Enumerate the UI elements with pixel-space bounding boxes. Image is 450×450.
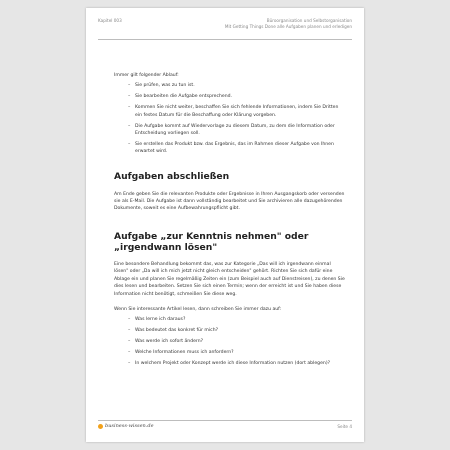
list-item: – Was werde ich sofort ändern? — [128, 338, 346, 345]
list-item: – Welche Informationen muss ich anfordern? — [128, 349, 346, 356]
page-header — [98, 18, 352, 40]
list-item: – Sie prüfen, was zu tun ist. — [128, 82, 346, 89]
list-item: – Sie erstellen das Produkt bzw. das Ergebnis, das im Rahmen dieser Aufgabe von Ihnen erwartet wird. — [128, 141, 346, 156]
list-item: – Sie bearbeiten die Aufgabe entsprechend. — [128, 93, 346, 100]
header-divider — [98, 39, 352, 40]
page-footer — [98, 423, 352, 433]
chapter-label: Kapitel 003 — [98, 18, 122, 23]
list-item: – Die Aufgabe kommt auf Wiedervorlage zu diesem Datum, zu dem die Information oder Entscheidung vorliegen soll. — [128, 123, 346, 138]
list-item: – In welchem Projekt oder Konzept werde ich diese Information nutzen (dort ablegen)? — [128, 360, 346, 367]
header-titles — [225, 18, 352, 29]
paragraph: Wenn Sie interessante Artikel lesen, dann schreiben Sie immer dazu auf: — [114, 306, 282, 312]
logo-text: business-wissen.de — [105, 423, 154, 429]
page-number: Seite 4 — [337, 424, 352, 429]
paragraph: Am Ende geben Sie die relevanten Produkte oder Ergebnisse in Ihren Ausgangskorb oder versenden sie als E-Mail. Die Aufgabe ist dann vollständig bearbeitet und Sie archivieren alle dazugehörenden Dokumente, soweit es eine Aufbewahrungspflicht gibt. — [114, 191, 345, 212]
list-item: – Was lerne ich daraus? — [128, 316, 346, 323]
header-subtitle: Mit Getting Things Done alle Aufgaben planen und erledigen — [224, 23, 352, 29]
list-item: – Kommen Sie nicht weiter, beschaffen Sie sich fehlende Informationen, indem Sie Dritten ein festes Datum für die Beschaffung oder Klärung vorgeben. — [128, 104, 346, 119]
brand-logo[interactable] — [98, 423, 154, 429]
section-heading: Aufgaben abschließen — [114, 170, 230, 182]
questions-list — [114, 316, 346, 367]
paragraph: Eine besondere Behandlung bekommt das, was zur Kategorie „Das will ich irgendwann einmal lösen" oder „Da will ich mich jetzt nicht gleich entscheiden" gehört. Richten Sie sich dafür eine Ablage ein und planen Sie regelmäßig Zeiten ein (zum Beispiel auch auf Dienstreisen), zu denen Sie dies lesen und bearbeiten. Setzen Sie sich einen Termin; wenn der erreicht ist und Sie haben diese Information nicht benötigt, schmeißen Sie diese weg. — [114, 261, 345, 297]
document-page — [86, 8, 364, 442]
section-heading: Aufgabe „zur Kenntnis nehmen" oder „irgendwann lösen" — [114, 230, 309, 253]
intro-text: Immer gilt folgender Ablauf: — [114, 73, 179, 78]
page-body — [114, 72, 346, 371]
logo-dot-icon — [98, 424, 103, 429]
list-item: – Was bedeutet das konkret für mich? — [128, 327, 346, 334]
footer-divider — [98, 420, 352, 421]
steps-list — [114, 82, 346, 155]
header-title: Büroorganisation und Selbstorganisation — [266, 18, 352, 23]
